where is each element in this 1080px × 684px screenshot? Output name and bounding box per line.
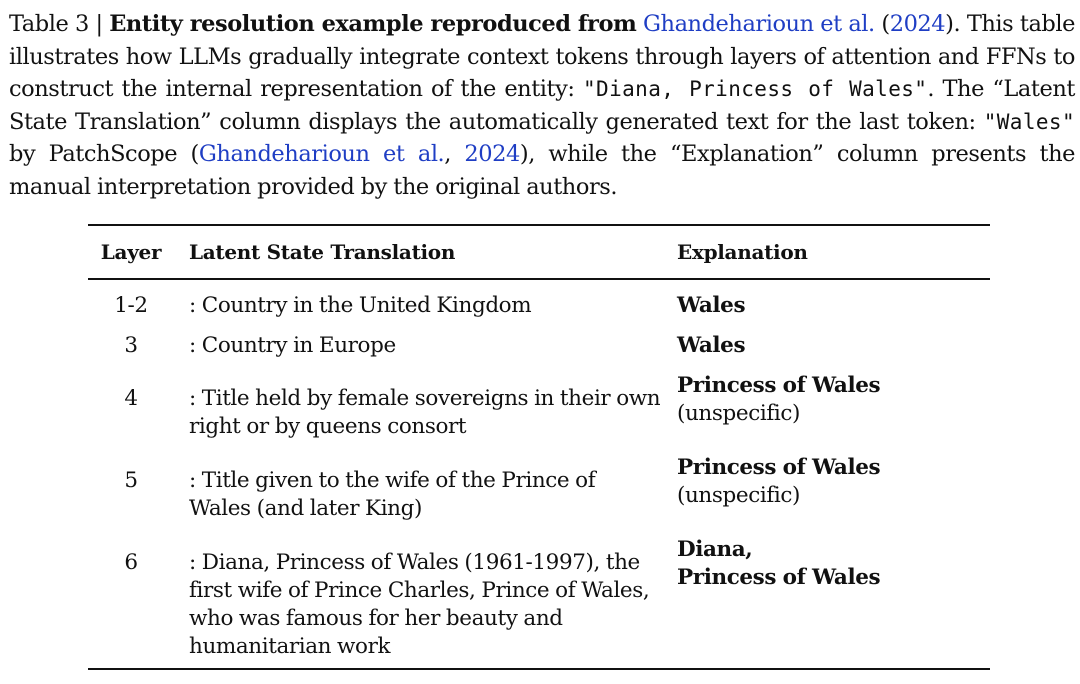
- table-body: [88, 280, 990, 668]
- cell-explanation: [662, 536, 990, 592]
- citation-close: ).: [945, 11, 961, 37]
- token-string: "Wales": [983, 109, 1075, 134]
- cell-layer: 6: [124, 549, 138, 575]
- cell-latent: : Country in Europe: [189, 332, 396, 358]
- header-latent: Latent State Translation: [189, 240, 456, 264]
- table-row: [88, 536, 990, 658]
- entity-resolution-table: [88, 224, 990, 670]
- explanation-bold: Diana,: [677, 536, 753, 562]
- cell-layer: 5: [124, 467, 138, 493]
- citation-link-author-2[interactable]: Ghandeharioun et al.: [198, 141, 445, 167]
- caption-title: Entity resolution example reproduced from: [109, 11, 637, 37]
- citation-link-year-2[interactable]: 2024: [464, 141, 520, 167]
- table-bottom-rule: [88, 668, 990, 670]
- cell-latent: [174, 536, 662, 661]
- caption-label: Table 3: [9, 11, 89, 37]
- latent-text: : Diana, Princess of Wales (1961-1997), the first wife of Prince Charles, Prince of Wales, who was famous for her beauty and humanitarian work: [189, 549, 650, 659]
- table-header-row: [88, 226, 990, 278]
- citation-sep-2: ,: [444, 141, 465, 167]
- cell-explanation: [662, 292, 990, 320]
- cell-layer: 4: [124, 385, 138, 411]
- header-explanation: Explanation: [677, 240, 808, 264]
- table-row: [88, 454, 990, 536]
- explanation-bold-2: Princess of Wales: [677, 564, 881, 590]
- caption-text-4: ), while the “Explanation” column presents the manual interpretation provided by the original authors.: [9, 141, 1075, 200]
- table-row: [88, 292, 990, 332]
- entity-string: "Diana, Princess of Wales": [582, 77, 928, 101]
- cell-explanation: [662, 454, 990, 510]
- cell-explanation: [662, 372, 990, 428]
- latent-text: : Title held by female sovereigns in their own right or by queens consort: [189, 385, 661, 439]
- cell-latent: : Country in the United Kingdom: [189, 292, 532, 318]
- explanation-bold: Princess of Wales: [677, 454, 881, 480]
- table-row: [88, 372, 990, 454]
- explanation-bold: Wales: [677, 292, 746, 318]
- caption-text-2: . The “Latent State Translation” column displays the automatically generated text for the last token:: [9, 76, 1075, 135]
- citation-open: (: [874, 11, 890, 37]
- cell-layer: 1-2: [114, 292, 148, 318]
- caption-text-1: This table illustrates how LLMs gradually integrate context tokens through layers of attention and FFNs to construct the internal representation of the entity:: [9, 11, 1075, 102]
- cell-latent: [174, 372, 662, 441]
- header-layer: Layer: [100, 240, 162, 264]
- explanation-note: (unspecific): [677, 400, 800, 426]
- table-row: [88, 332, 990, 372]
- explanation-bold: Princess of Wales: [677, 372, 881, 398]
- cell-latent: [174, 454, 662, 523]
- explanation-note: (unspecific): [677, 482, 800, 508]
- cell-layer: 3: [124, 332, 138, 358]
- latent-text: : Title given to the wife of the Prince of Wales (and later King): [189, 467, 596, 521]
- table-caption: [9, 8, 1075, 203]
- caption-separator: |: [88, 11, 110, 37]
- explanation-bold: Wales: [677, 332, 746, 358]
- cell-explanation: [662, 332, 990, 360]
- citation-link-year[interactable]: 2024: [889, 11, 946, 37]
- caption-text-3: by PatchScope (: [9, 141, 199, 167]
- citation-link-author[interactable]: Ghandeharioun et al.: [643, 11, 875, 37]
